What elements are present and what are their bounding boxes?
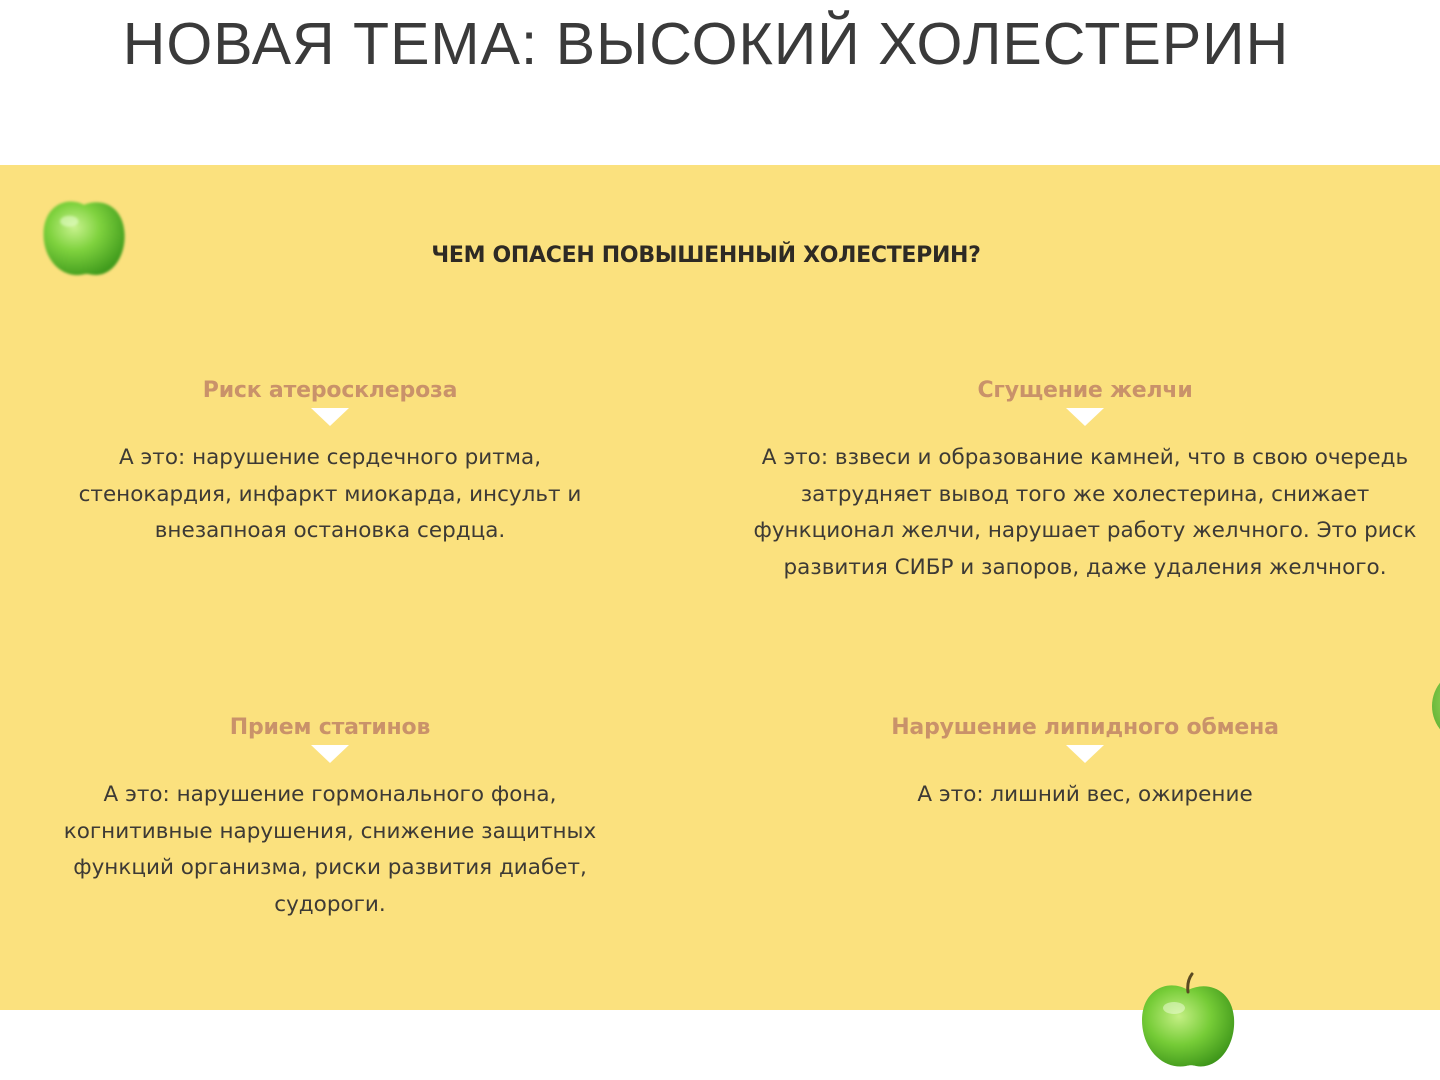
risk-block-statins bbox=[40, 713, 620, 923]
down-triangle-icon bbox=[311, 408, 349, 426]
risk-block-atherosclerosis bbox=[40, 376, 620, 550]
block-title: Сгущение желчи bbox=[977, 378, 1193, 403]
page-title: НОВАЯ ТЕМА: ВЫСОКИЙ ХОЛЕСТЕРИН bbox=[122, 11, 1290, 77]
down-triangle-icon bbox=[1066, 745, 1104, 763]
block-text: А это: нарушение гормонального фона, когнитивные нарушения, снижение защитных функций организма, риски развития диабет, судороги. bbox=[63, 782, 597, 917]
block-text: А это: нарушение сердечного ритма, стенокардия, инфаркт миокарда, инсульт и внезапноая остановка сердца. bbox=[78, 445, 582, 543]
block-title: Нарушение липидного обмена bbox=[891, 715, 1279, 740]
block-title: Прием статинов bbox=[229, 715, 431, 740]
section-heading: ЧЕМ ОПАСЕН ПОВЫШЕННЫЙ ХОЛЕСТЕРИН? bbox=[431, 243, 981, 268]
block-text: А это: лишний вес, ожирение bbox=[917, 782, 1253, 807]
block-text: А это: взвеси и образование камней, что в свою очередь затрудняет вывод того же холестерина, снижает функционал желчи, нарушает работу желчного. Это риск развития СИБР и запоров, даже удаления желчного. bbox=[753, 445, 1417, 580]
down-triangle-icon bbox=[311, 745, 349, 763]
down-triangle-icon bbox=[1066, 408, 1104, 426]
risk-block-bile-thickening bbox=[740, 376, 1430, 586]
block-title: Риск атеросклероза bbox=[202, 378, 458, 403]
risk-block-lipid-metabolism bbox=[740, 713, 1430, 814]
green-apple-icon bbox=[36, 190, 132, 282]
green-apple-icon bbox=[1136, 972, 1240, 1072]
